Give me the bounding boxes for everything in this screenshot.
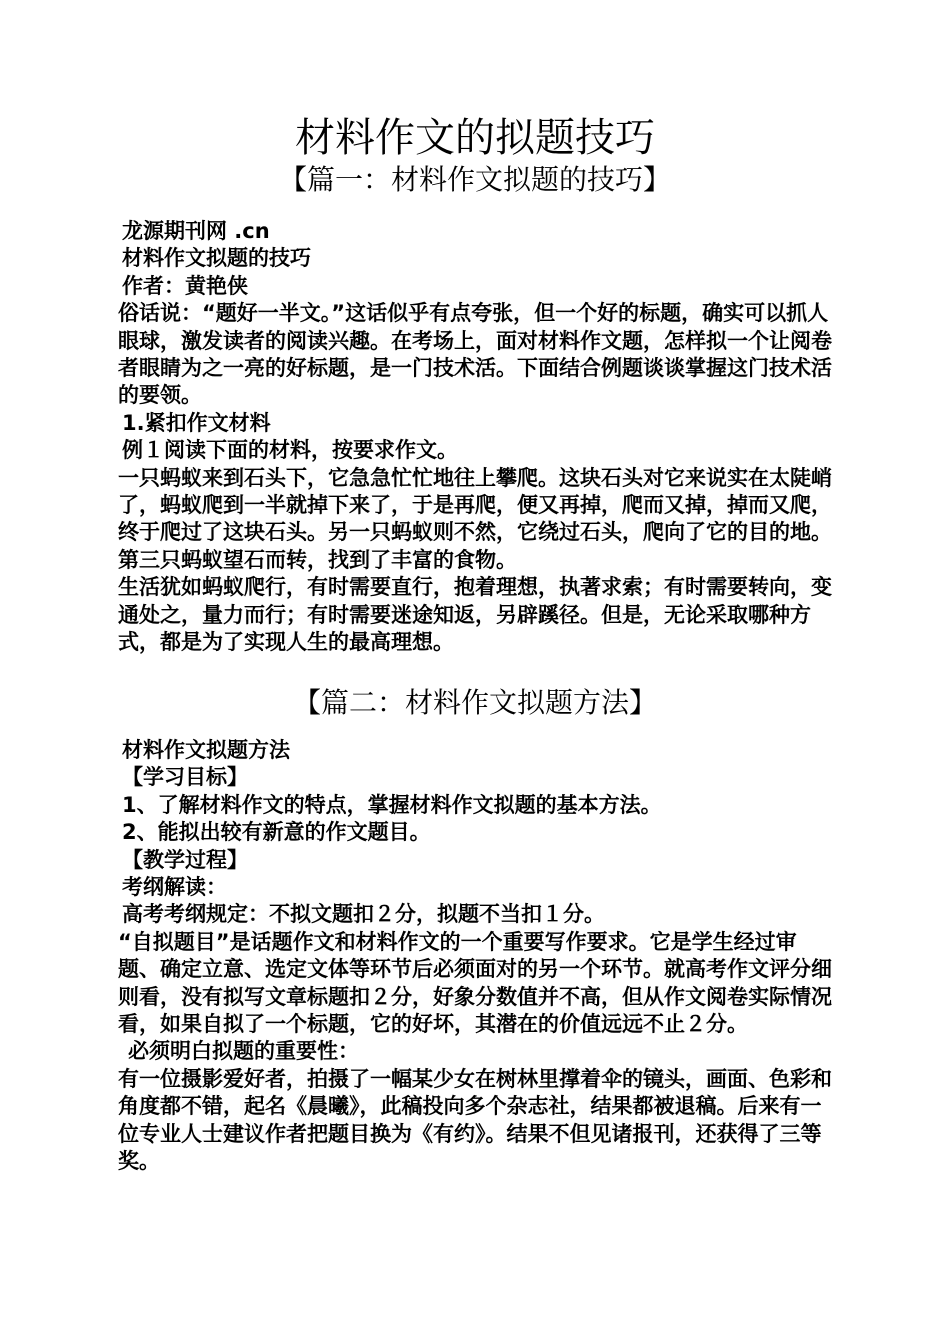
paragraph: 生活犹如蚂蚁爬行，有时需要直行，抱着理想，执著求索；有时需要转向，变通处之，量力而行；有时需要迷途知返，另辟蹊径。但是，无论采取哪种方式，都是为了实现人生的最高理想。 <box>118 575 832 655</box>
paragraph: 必须明白拟题的重要性： <box>128 1039 359 1064</box>
section-1-body <box>118 218 838 657</box>
paragraph: 【学习目标】 <box>122 765 248 790</box>
section-1-title: 【篇一：材料作文拟题的技巧】 <box>278 163 671 196</box>
section-2-title: 【篇二：材料作文拟题方法】 <box>292 686 657 719</box>
paragraph: 俗话说：“题好一半文。”这话似乎有点夸张，但一个好的标题，确实可以抓人眼球，激发读者的阅读兴趣。在考场上，面对材料作文题，怎样拟一个让阅卷者眼睛为之一亮的好标题，是一门技术活。下面结合例题谈谈掌握这门技术活的要领。 <box>118 301 832 408</box>
section-2-body <box>118 737 838 1176</box>
paragraph: 材料作文拟题方法 <box>122 738 290 762</box>
paragraph: 考纲解读： <box>122 875 227 900</box>
paragraph: 作者：黄艳侠 <box>122 273 248 298</box>
paragraph: 高考考纲规定：不拟文题扣２分，拟题不当扣１分。 <box>122 902 605 927</box>
paragraph: 1、了解材料作文的特点，掌握材料作文拟题的基本方法。 <box>122 792 662 817</box>
paragraph: “自拟题目”是话题作文和材料作文的一个重要写作要求。它是学生经过审题、确定立意、选定文体等环节后必须面对的另一个环节。就高考作文评分细则看，没有拟写文章标题扣２分，好象分数值并不高，但从作文阅卷实际情况看，如果自拟了一个标题，它的好坏，其潜在的价值远远不止２分。 <box>118 929 832 1037</box>
paragraph: 1.紧扣作文材料 <box>122 410 271 435</box>
paragraph: 龙源期刊网 .cn <box>122 219 270 243</box>
paragraph: 有一位摄影爱好者，拍摄了一幅某少女在树林里撑着伞的镜头，画面、色彩和角度都不错，起名《晨曦》，此稿投向多个杂志社，结果都被退稿。后来有一位专业人士建议作者把题目换为《有约》。结果不但见诸报刊，还获得了三等奖。 <box>118 1066 832 1174</box>
paragraph: 例１阅读下面的材料，按要求作文。 <box>122 438 458 463</box>
document-title: 材料作文的拟题技巧 <box>295 115 655 161</box>
paragraph: 材料作文拟题的技巧 <box>122 246 311 271</box>
paragraph: 一只蚂蚁来到石头下，它急急忙忙地往上攀爬。这块石头对它来说实在太陡峭了，蚂蚁爬到一半就掉下来了，于是再爬，便又再掉，爬而又掉，掉而又爬，终于爬过了这块石头。另一只蚂蚁则不然，它绕过石头，爬向了它的目的地。第三只蚂蚁望石而转，找到了丰富的食物。 <box>118 465 832 572</box>
paragraph: 【教学过程】 <box>122 847 248 872</box>
paragraph: 2、能拟出较有新意的作文题目。 <box>122 820 431 845</box>
